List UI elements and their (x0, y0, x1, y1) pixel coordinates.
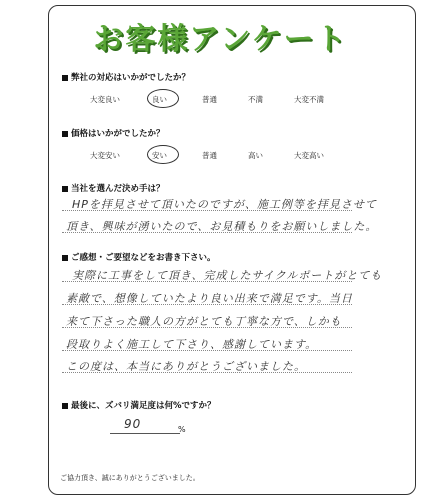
q2-option: 大変安い (90, 151, 120, 160)
q2-option-selected: 安い (152, 151, 167, 160)
question-1-options (90, 94, 344, 105)
survey-title: お客様アンケート (93, 22, 348, 57)
selection-circle (147, 145, 179, 164)
handwritten-answer: 頂き、興味が湧いたので、お見積もりをお願いしました。 (66, 220, 378, 233)
q1-option-selected: 良い (152, 95, 167, 104)
q2-option: 高い (248, 151, 263, 160)
question-2-options (90, 150, 344, 161)
q1-option: 大変良い (90, 95, 120, 104)
question-4 (62, 251, 216, 263)
handwritten-answer: この度は、本当にありがとうございました。 (66, 360, 306, 373)
question-5-label: 最後に、ズバリ満足度は何%ですか？ (71, 401, 216, 411)
handwritten-answer: 実際に工事をして頂き、完成したサイクルポートがとても (72, 269, 383, 282)
question-3 (62, 182, 165, 194)
thank-you-note: ご協力頂き、誠にありがとうございました。 (60, 474, 200, 482)
square-bullet-icon (62, 131, 68, 137)
question-4-label: ご感想・ご要望などをお書き下さい。 (71, 253, 216, 263)
selection-circle (147, 89, 179, 108)
handwritten-answer: 来て下さった職人の方がとても丁寧な方で、しかも (66, 315, 342, 328)
question-5 (62, 399, 216, 411)
q1-option: 大変不満 (294, 95, 324, 104)
question-2 (62, 127, 165, 139)
percent-unit: % (178, 425, 186, 434)
q2-option: 大変高い (294, 151, 324, 160)
question-2-label: 価格はいかがでしたか？ (71, 129, 165, 139)
answer-underline (110, 433, 180, 434)
satisfaction-value: 90 (124, 417, 142, 431)
q1-option: 不満 (248, 95, 263, 104)
square-bullet-icon (62, 403, 68, 409)
square-bullet-icon (62, 255, 68, 261)
q2-option: 普通 (202, 151, 217, 160)
handwritten-answer: HPを拝見させて頂いたのですが、施工例等を拝見させて (72, 198, 377, 211)
square-bullet-icon (62, 186, 68, 192)
q1-option: 普通 (202, 95, 217, 104)
question-1 (62, 71, 190, 83)
handwritten-answer: 素敵で、想像していたより良い出来で満足です。当日 (66, 292, 353, 305)
question-3-label: 当社を選んだ決め手は？ (71, 184, 165, 194)
handwritten-answer: 段取りよく施工して下さり、感謝しています。 (66, 338, 318, 351)
square-bullet-icon (62, 75, 68, 81)
question-1-label: 弊社の対応はいかがでしたか？ (71, 73, 191, 83)
